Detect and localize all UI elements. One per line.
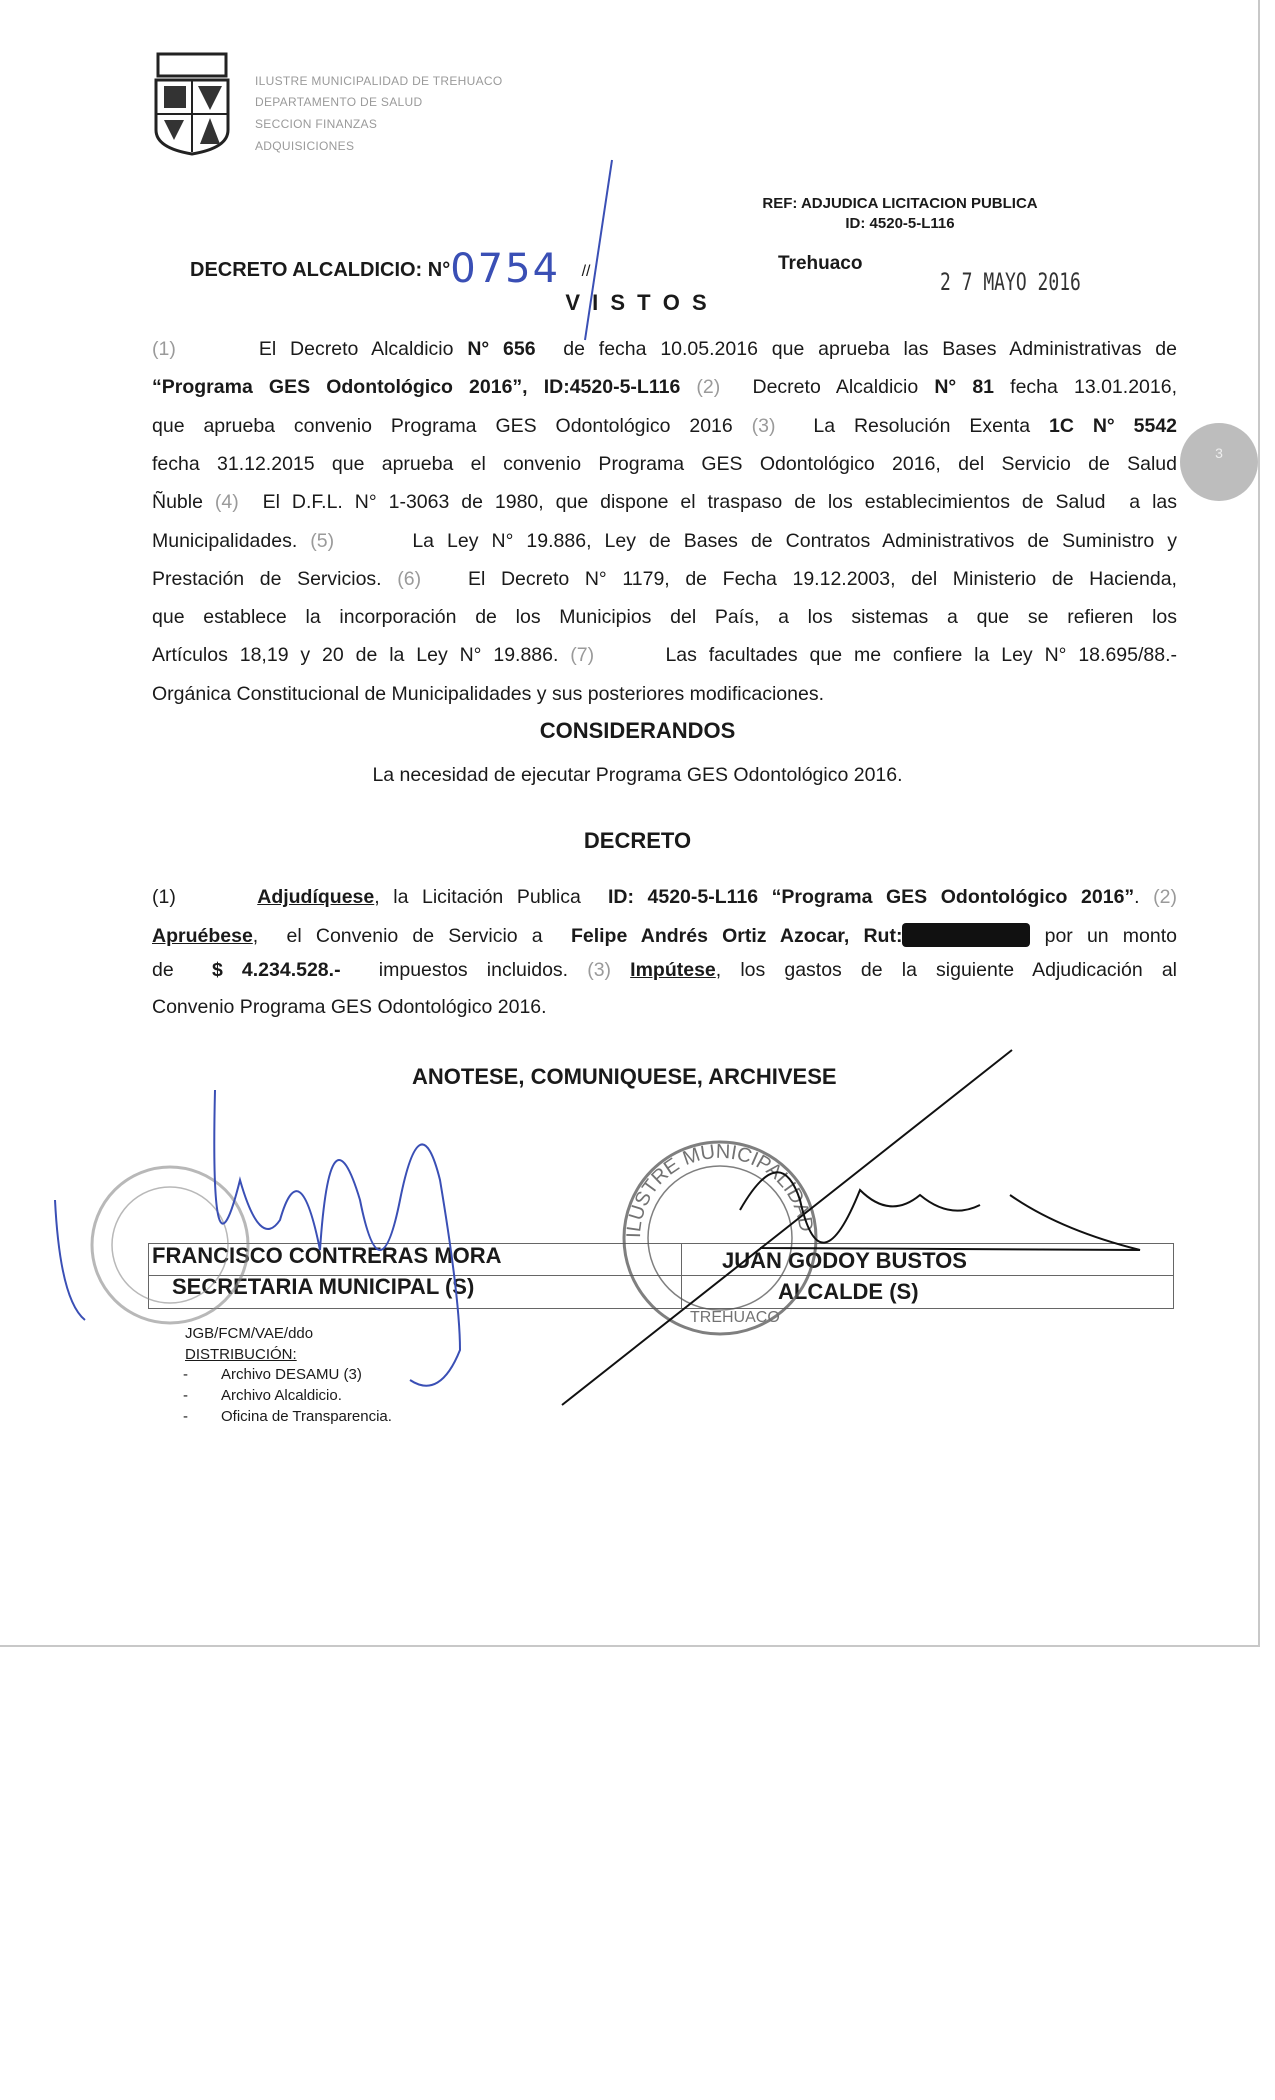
distribution-title: DISTRIBUCIÓN: (185, 1346, 297, 1363)
text-line (152, 959, 1177, 982)
text-segment: “Programa GES Odontológico 2016”, ID:4520-5-L116 (152, 376, 681, 399)
right-signer-role: ALCALDE (S) (778, 1279, 919, 1304)
decree-label: DECRETO ALCALDICIO: N° (190, 259, 451, 281)
text-segment: de fecha 10.05.2016 que aprueba las Bases Administrativas de (535, 338, 1177, 360)
header-line: ILUSTRE MUNICIPALIDAD DE TREHUACO (255, 74, 503, 88)
considerandos-heading: CONSIDERANDOS (539, 718, 736, 743)
city: Trehuaco (778, 253, 863, 274)
text-segment: (4) (214, 491, 239, 514)
left-signer-role: SECRETARIA MUNICIPAL (S) (172, 1274, 475, 1299)
left-signer-name: FRANCISCO CONTRERAS MORA (152, 1243, 502, 1268)
date-stamp: 2 7 MAYO 2016 (940, 268, 1081, 296)
text-line (152, 376, 1177, 399)
text-segment: (1) (152, 886, 258, 908)
text-segment: Las facultades que me confiere la Ley N° 18.695/88.- (594, 644, 1177, 667)
text-segment: de (152, 959, 212, 981)
text-segment: . (1134, 886, 1154, 908)
text-segment: Convenio Programa GES Odontológico 2016. (152, 995, 547, 1018)
text-segment: (2) (1153, 886, 1177, 908)
text-segment: Artículos 18,19 y 20 de la Ley N° 19.886. (152, 644, 571, 667)
right-signature (562, 1050, 1140, 1405)
initials: JGB/FCM/VAE/ddo (185, 1325, 314, 1342)
text-segment: (2) (696, 376, 721, 399)
text-segment: , el Convenio de Servicio a (252, 924, 571, 947)
text-segment: Impútese (630, 959, 716, 981)
text-segment (680, 376, 696, 398)
text-segment: Prestación de Servicios. (152, 567, 398, 590)
text-segment: El D.F.L. N° 1-3063 de 1980, que dispone el traspaso de los establecimientos de Salud a las (238, 491, 1178, 514)
text-segment: Municipalidades. (152, 529, 311, 552)
closing-statement: ANOTESE, COMUNIQUESE, ARCHIVESE (412, 1064, 837, 1089)
text-segment: El Decreto Alcaldicio (175, 338, 468, 360)
decree-suffix: // (581, 263, 591, 280)
decree-number (190, 246, 590, 292)
text-line (152, 453, 1177, 476)
header-line: SECCION FINANZAS (255, 117, 378, 131)
text-line (152, 415, 1177, 438)
right-signer-name: JUAN GODOY BUSTOS (722, 1248, 967, 1273)
reference: REF: ADJUDICA LICITACION PUBLICA (762, 195, 1038, 212)
text-line (152, 923, 1177, 948)
text-line (152, 491, 1177, 514)
text-segment: Decreto Alcaldicio (720, 376, 935, 399)
reference-id: ID: 4520-5-L116 (845, 215, 955, 232)
text-segment: (7) (570, 644, 595, 667)
vistos-heading: V I S T O S (565, 290, 710, 315)
text-line (152, 996, 1177, 1019)
text-line (152, 644, 1177, 667)
svg-text:TREHUACO: TREHUACO (690, 1309, 780, 1326)
considerandos-text: La necesidad de ejecutar Programa GES Odontológico 2016. (372, 764, 903, 786)
decreto-heading: DECRETO (583, 828, 692, 853)
text-segment: fecha 13.01.2016, (994, 376, 1177, 399)
text-segment: (3) (751, 414, 776, 437)
text-segment: fecha 31.12.2015 que aprueba el convenio Programa GES Odontológico 2016, del Servicio de Salud (152, 452, 1177, 475)
text-segment: La Resolución Exenta (775, 414, 1049, 437)
text-segment: Felipe Andrés Ortiz Azocar, Rut: (570, 924, 903, 947)
text-segment: por un monto (1030, 924, 1178, 947)
text-line (152, 606, 1177, 629)
text-segment: (5) (310, 529, 335, 552)
text-segment: Orgánica Constitucional de Municipalidades y sus posteriores modificaciones. (152, 682, 825, 705)
text-segment: (3) (587, 959, 612, 981)
text-segment: ID: 4520-5-L116 “Programa GES Odontológico 2016” (607, 886, 1135, 908)
text-segment: Apruébese (152, 924, 253, 947)
text-line (152, 338, 1177, 361)
text-segment: que aprueba convenio Programa GES Odontológico 2016 (152, 414, 752, 437)
text-segment: La Ley N° 19.886, Ley de Bases de Contratos Administrativos de Suministro y (334, 529, 1178, 552)
redacted-rut (902, 923, 1030, 947)
svg-text:ILUSTRE MUNICIPALIDAD: ILUSTRE MUNICIPALIDAD (622, 1140, 817, 1239)
text-segment: (6) (397, 567, 422, 590)
text-segment (611, 959, 630, 981)
text-segment: El Decreto N° 1179, de Fecha 19.12.2003, del Ministerio de Hacienda, (421, 567, 1177, 590)
text-segment: , los gastos de la siguiente Adjudicación al (715, 959, 1177, 981)
text-segment: $ 4.234.528.- (211, 959, 341, 981)
page-number-badge: 3 (1180, 423, 1258, 501)
text-segment: 1C N° 5542 (1048, 414, 1178, 437)
text-line (152, 683, 1177, 706)
header-line: DEPARTAMENTO DE SALUD (255, 95, 423, 109)
distribution-item: - Archivo Alcaldicio. (183, 1387, 342, 1404)
distribution-item: - Archivo DESAMU (3) (183, 1366, 362, 1383)
text-line (152, 568, 1177, 591)
text-segment: (1) (152, 338, 176, 360)
text-segment: , la Licitación Publica (374, 886, 608, 908)
text-segment: Ñuble (152, 491, 215, 514)
text-segment: N° 81 (934, 376, 995, 399)
text-segment: Adjudíquese (257, 886, 375, 908)
decree-handwritten-number: 0754 (450, 246, 561, 292)
text-segment: que establece la incorporación de los Municipios del País, a los sistemas a que se refieren los (152, 606, 1177, 629)
municipal-crest-icon (152, 52, 232, 156)
text-segment: impuestos incluidos. (340, 959, 588, 981)
text-segment: N° 656 (467, 338, 536, 360)
text-line (152, 886, 1177, 909)
text-line (152, 530, 1177, 553)
header-line: ADQUISICIONES (255, 139, 355, 153)
distribution-item: - Oficina de Transparencia. (183, 1408, 392, 1425)
